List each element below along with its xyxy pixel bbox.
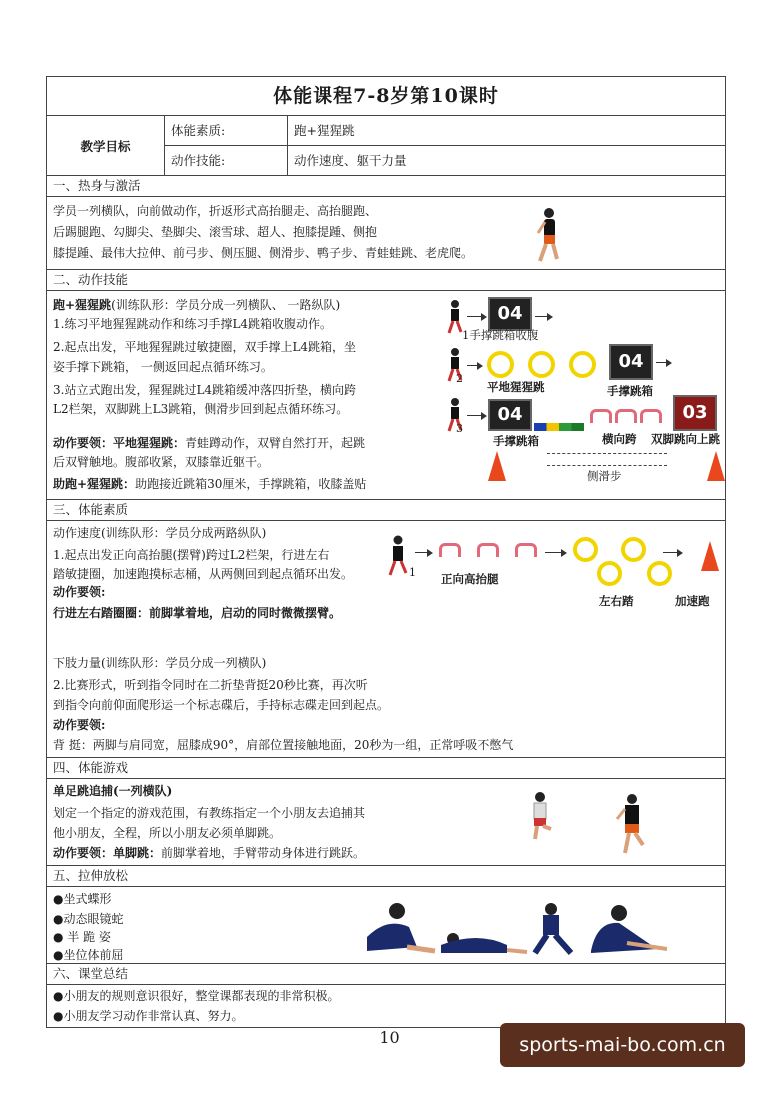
kid-run-icon bbox=[387, 535, 409, 577]
fitness-line-3: 踏敏捷圈，加速跑摸标志桶，从两侧回到起点循环出发。 bbox=[53, 567, 354, 581]
fitness-line-6: 下肢力量(训练队形：学员分成一列横队) bbox=[53, 656, 267, 670]
agility-ring bbox=[647, 561, 672, 586]
goal-value-1: 跑+猩猩跳 bbox=[288, 116, 726, 146]
fitness-line-1: 动作速度(训练队形：学员分成两路纵队) bbox=[53, 526, 267, 540]
lesson-sheet bbox=[46, 76, 726, 1028]
warmup-line-3: 膝提踵、最伟大拉伸、前弓步、侧压腿、侧滑步、鸭子步、青蛙蛙跳、老虎爬。 bbox=[53, 246, 474, 260]
section-summary-head: 六、课堂总结 bbox=[47, 964, 726, 985]
game-line-1: 单足跳追捕(一列横队) bbox=[53, 784, 173, 798]
slide-path bbox=[547, 453, 667, 454]
stretch-item-4: ●坐位体前屈 bbox=[53, 948, 124, 962]
stretching-kids-image bbox=[357, 897, 677, 959]
jump-box-2: 04 bbox=[609, 344, 653, 380]
goal-value-2: 动作速度、躯干力量 bbox=[288, 146, 726, 176]
hurdle bbox=[640, 409, 662, 423]
stretch-item-3: ● 半 跪 姿 bbox=[53, 930, 111, 944]
arrow-icon bbox=[656, 362, 670, 363]
arrow-icon bbox=[467, 415, 485, 416]
figure-caption-3b: 横向跨 bbox=[602, 432, 637, 446]
section-fitness-head: 三、体能素质 bbox=[47, 500, 726, 521]
fitness-line-5: 行进左右踏圈圈：前脚掌着地，启动的同时微微摆臂。 bbox=[53, 606, 342, 620]
running-kid-image bbox=[535, 207, 561, 263]
arrow-icon bbox=[545, 552, 565, 553]
section-fitness-body bbox=[47, 521, 726, 758]
fitness-line-4: 动作要领: bbox=[53, 585, 106, 599]
jump-box-1: 04 bbox=[488, 297, 532, 331]
jump-box-4: 03 bbox=[673, 395, 717, 431]
figure-caption-1: 1手撑跳箱收腹 bbox=[462, 328, 539, 342]
section-skills-head: 二、动作技能 bbox=[47, 270, 726, 291]
figure-caption-3c: 双脚跳向上跳 bbox=[651, 432, 720, 446]
section-game-head: 四、体能游戏 bbox=[47, 758, 726, 779]
agility-ring bbox=[569, 351, 596, 378]
game-line-2: 划定一个指定的游戏范围，有教练指定一个小朋友去追捕其 bbox=[53, 806, 366, 820]
hurdle bbox=[590, 409, 612, 423]
section-stretch-head: 五、拉伸放松 bbox=[47, 866, 726, 887]
fitness-line-7: 2.比赛形式，听到指令同时在二折垫背挺20秒比赛，再次听 bbox=[53, 678, 368, 692]
hurdle bbox=[477, 543, 499, 557]
figure-caption-2b: 手撑跳箱 bbox=[607, 384, 653, 398]
figure-caption-highknee: 正向高抬腿 bbox=[441, 572, 499, 586]
game-line-3: 他小朋友，全程，所以小朋友必须单脚跳。 bbox=[53, 826, 282, 840]
skills-line-5: 3.站立式跑出发，猩猩跳过L4跳箱缓冲落四折垫，横向跨 bbox=[53, 383, 357, 397]
section-stretch-body bbox=[47, 887, 726, 964]
summary-item-2: ●小朋友学习动作非常认真、努力。 bbox=[53, 1009, 244, 1023]
folding-mat bbox=[534, 423, 584, 431]
hurdle bbox=[515, 543, 537, 557]
goals-label: 教学目标 bbox=[47, 116, 165, 176]
warmup-line-1: 学员一列横队，向前做动作，折返形式高抬腿走、高抬腿跑、 bbox=[53, 204, 378, 218]
figure-caption-sidestep: 左右踏 bbox=[599, 594, 634, 608]
agility-ring bbox=[597, 561, 622, 586]
arrow-icon bbox=[467, 365, 481, 366]
section-warmup-body bbox=[47, 197, 726, 270]
hurdle bbox=[439, 543, 461, 557]
fitness-line-2: 1.起点出发正向高抬腿(摆臂)跨过L2栏架，行进左右 bbox=[53, 548, 330, 562]
skills-line-2: 1.练习平地猩猩跳动作和练习手撑L4跳箱收腹动作。 bbox=[53, 317, 333, 331]
figure-caption-2a: 平地猩猩跳 bbox=[487, 380, 545, 394]
cone-icon bbox=[701, 541, 719, 571]
skills-line-1: 跑+猩猩跳(训练队形：学员分成一列横队、 一路纵队) bbox=[53, 298, 341, 312]
skills-line-4: 姿手撑下跳箱， 一侧返回起点循环练习。 bbox=[53, 360, 273, 374]
page-title: 体能课程7-8岁第10课时 bbox=[47, 77, 726, 116]
agility-ring bbox=[621, 537, 646, 562]
lesson-table bbox=[46, 76, 726, 1028]
figure-caption-3d: 侧滑步 bbox=[587, 469, 622, 483]
section-warmup-head: 一、热身与激活 bbox=[47, 176, 726, 197]
figure-caption-3a: 手撑跳箱 bbox=[493, 434, 539, 448]
stretch-item-2: ●动态眼镜蛇 bbox=[53, 912, 124, 926]
agility-ring bbox=[573, 537, 598, 562]
skills-essentials-1b: 后双臂触地。腹部收紧，双膝靠近躯干。 bbox=[53, 455, 270, 469]
skills-line-6: L2栏架，双脚跳上L3跳箱，侧滑步回到起点循环练习。 bbox=[53, 402, 349, 416]
stretch-item-1: ●坐式蝶形 bbox=[53, 892, 112, 906]
section-game-body bbox=[47, 779, 726, 866]
skills-line-3: 2.起点出发，平地猩猩跳过敏捷圈，双手撑上L4跳箱，坐 bbox=[53, 340, 357, 354]
cone-icon bbox=[707, 451, 725, 481]
game-line-4: 动作要领：单脚跳：前脚掌着地，手臂带动身体进行跳跃。 bbox=[53, 846, 366, 860]
arrow-icon bbox=[535, 316, 551, 317]
watermark: sports-mai-bo.com.cn bbox=[500, 1023, 745, 1067]
fitness-line-8: 到指令向前仰面爬形运一个标志碟后，手持标志碟走回到起点。 bbox=[53, 698, 390, 712]
figure-caption-sprint: 加速跑 bbox=[675, 594, 710, 608]
arrow-icon bbox=[663, 552, 681, 553]
fitness-line-9: 动作要领: bbox=[53, 718, 106, 732]
hurdle bbox=[615, 409, 637, 423]
figure-step-1: 1 bbox=[409, 566, 416, 579]
skills-essentials-1: 动作要领：平地猩猩跳：青蛙蹲动作，双臂自然打开，起跳 bbox=[53, 436, 366, 450]
figure-step-3: 3 bbox=[456, 422, 463, 435]
skills-essentials-2: 助跑+猩猩跳：助跑接近跳箱30厘米，手撑跳箱，收膝盖贴 bbox=[53, 477, 367, 491]
warmup-line-2: 后踢腿跑、勾脚尖、垫脚尖、滚雪球、超人、抱膝提踵、侧抱 bbox=[53, 225, 378, 239]
hopping-kid-1-image bbox=[525, 791, 555, 841]
section-skills-body bbox=[47, 291, 726, 500]
page-number: 10 bbox=[379, 1028, 400, 1047]
arrow-icon bbox=[467, 316, 485, 317]
cone-icon bbox=[488, 451, 506, 481]
section-summary-body bbox=[47, 985, 726, 1028]
arrow-icon bbox=[415, 552, 431, 553]
jump-box-3: 04 bbox=[488, 399, 532, 431]
goal-name-2: 动作技能: bbox=[165, 146, 288, 176]
agility-ring bbox=[528, 351, 555, 378]
fitness-line-10: 背 挺：两脚与肩同宽，屈膝成90°，肩部位置接触地面，20秒为一组，正常呼吸不憋气 bbox=[53, 738, 514, 752]
hopping-kid-2-image bbox=[615, 793, 649, 855]
figure-step-2: 2 bbox=[456, 372, 463, 385]
summary-item-1: ●小朋友的规则意识很好，整堂课都表现的非常积极。 bbox=[53, 989, 340, 1003]
goal-name-1: 体能素质: bbox=[165, 116, 288, 146]
agility-ring bbox=[487, 351, 514, 378]
